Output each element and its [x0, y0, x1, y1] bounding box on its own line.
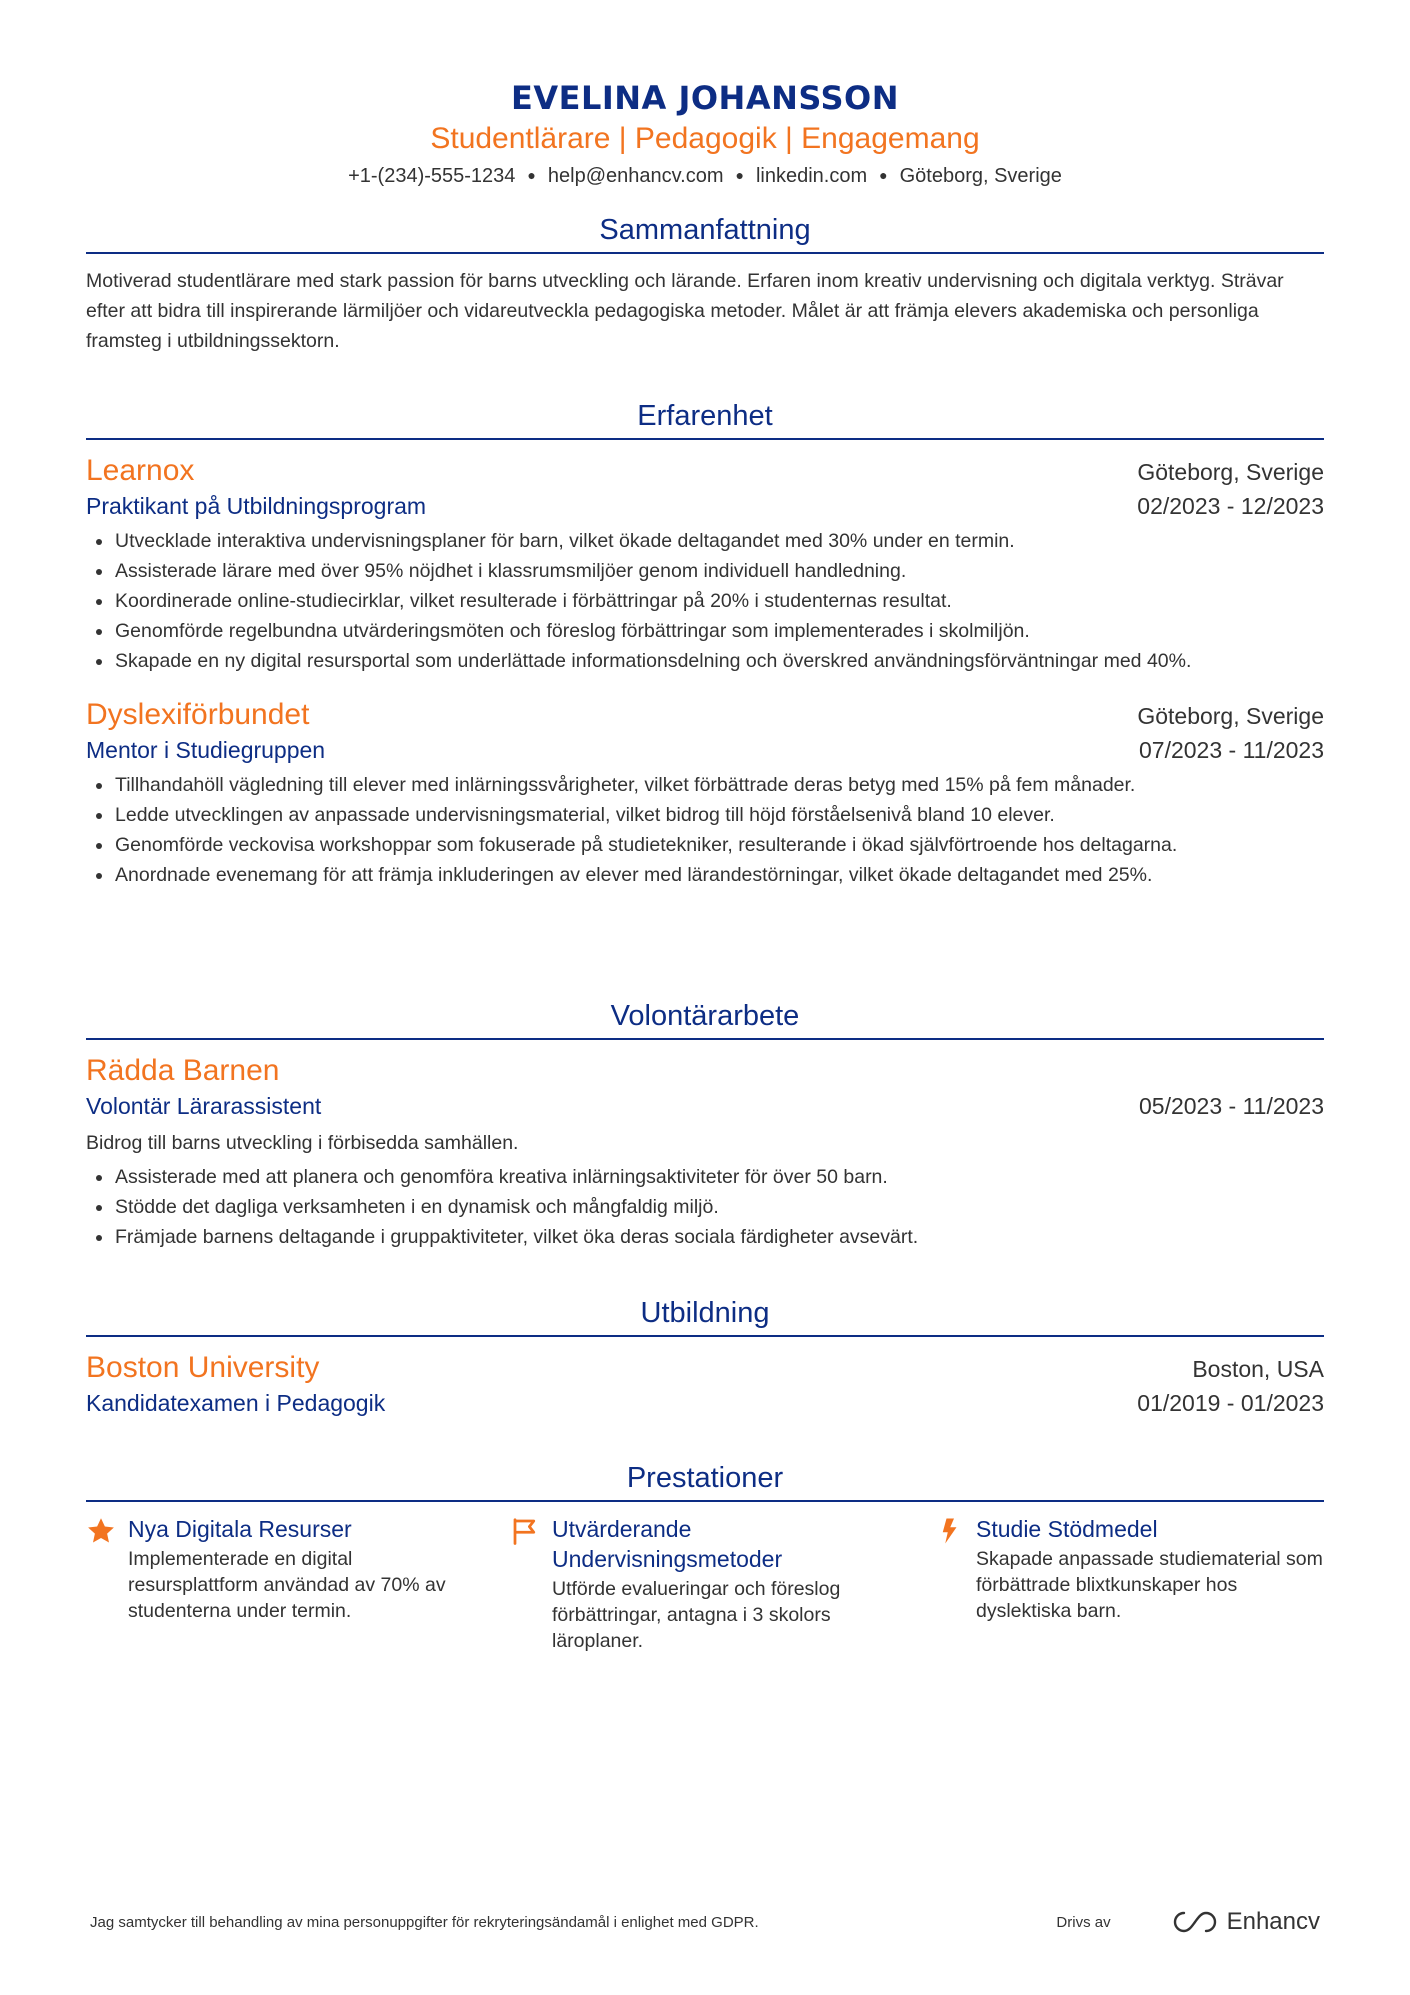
school-location: Boston, USA — [1192, 1356, 1324, 1382]
list-item: Tillhandahöll vägledning till elever med inlärningssvårigheter, vilket förbättrade deras betyg med 15% på fem månader. — [86, 770, 1324, 800]
star-icon — [86, 1516, 116, 1546]
list-item: Anordnade evenemang för att främja inkluderingen av elever med lärandestörningar, vilket ökade deltagandet med 25%. — [86, 860, 1324, 890]
company-name: Dyslexiförbundet — [86, 698, 310, 731]
contact-phone: +1-(234)-555-1234 — [348, 165, 516, 187]
job-location: Göteborg, Sverige — [1137, 703, 1324, 729]
education-section — [86, 1295, 1324, 1439]
volunteer-role: Volontär Lärarassistent — [86, 1093, 322, 1119]
flag-icon — [510, 1516, 540, 1546]
contact-email: help@enhancv.com — [547, 165, 724, 187]
list-item: Assisterade lärare med över 95% nöjdhet i klassrumsmiljöer genom individuell handledning. — [86, 556, 1324, 586]
bullet-separator-icon: ● — [735, 166, 744, 183]
achievement-title: Studie Stödmedel — [976, 1516, 1158, 1542]
achievement-list — [86, 526, 1324, 676]
enhancv-logo[interactable] — [1171, 1908, 1320, 1936]
volunteer-description: Bidrog till barns utveckling i förbisedda samhällen. — [86, 1132, 519, 1154]
page-footer — [90, 1908, 1320, 1936]
achievement-list — [86, 1162, 1324, 1252]
volunteer-entry — [86, 1052, 1324, 1252]
enhancv-logo-icon — [1171, 1909, 1219, 1935]
achievement-text: Skapade anpassade studiematerial som förbättrade blixtkunskaper hos dyslektiska barn. — [976, 1548, 1323, 1622]
brand-name: Enhancv — [1226, 1908, 1320, 1935]
job-title: Mentor i Studiegruppen — [86, 737, 326, 763]
experience-section — [86, 398, 1324, 910]
achievement-text: Implementerade en digital resursplattform användad av 70% av studenterna under termin. — [128, 1548, 446, 1622]
achievement-item — [86, 1514, 476, 1654]
volunteer-dates: 05/2023 - 11/2023 — [1138, 1093, 1324, 1119]
volunteer-section — [86, 998, 1324, 1272]
experience-entry — [86, 452, 1324, 676]
education-dates: 01/2019 - 01/2023 — [1137, 1390, 1324, 1416]
candidate-headline: Studentlärare | Pedagogik | Engagemang — [430, 122, 980, 155]
list-item: Främjade barnens deltagande i gruppaktiviteter, vilket öka deras sociala färdigheter avsevärt. — [86, 1222, 1324, 1252]
bullet-separator-icon: ● — [527, 166, 536, 183]
achievement-text: Utförde evalueringar och föreslog förbättringar, antagna i 3 skolors läroplaner. — [552, 1578, 841, 1652]
organization-name: Rädda Barnen — [86, 1054, 280, 1087]
degree-title: Kandidatexamen i Pedagogik — [86, 1390, 386, 1416]
contact-location: Göteborg, Sverige — [899, 165, 1062, 187]
achievement-title: Utvärderande Undervisningsmetoder — [552, 1516, 783, 1572]
school-name: Boston University — [86, 1351, 320, 1384]
list-item: Ledde utvecklingen av anpassade undervisningsmaterial, vilket bidrog till höjd förståelsenivå bland 10 elever. — [86, 800, 1324, 830]
contact-linkedin: linkedin.com — [755, 165, 868, 187]
job-dates: 07/2023 - 11/2023 — [1138, 737, 1324, 763]
achievement-list — [86, 770, 1324, 890]
list-item: Genomförde veckovisa workshoppar som fokuserade på studietekniker, resulterande i ökad självförtroende hos deltagarna. — [86, 830, 1324, 860]
resume-header — [86, 0, 1324, 190]
section-title-summary: Sammanfattning — [86, 212, 1324, 254]
job-dates: 02/2023 - 12/2023 — [1137, 493, 1324, 519]
list-item: Skapade en ny digital resursportal som underlättade informationsdelning och överskred användningsförväntningar med 40%. — [86, 646, 1324, 676]
job-title: Praktikant på Utbildningsprogram — [86, 493, 427, 519]
list-item: Assisterade med att planera och genomföra kreativa inlärningsaktiviteter för över 50 barn. — [86, 1162, 1324, 1192]
powered-by-label: Drivs av — [1056, 1913, 1111, 1931]
section-title-experience: Erfarenhet — [86, 398, 1324, 440]
summary-text: Motiverad studentlärare med stark passion för barns utveckling och lärande. Erfaren inom kreativ undervisning och digitala verktyg. Strävar efter att bidra till inspirerande lärmiljöer och vidareutveckla pedagogiska metoder. Målet är att främja elevers akademiska och personliga framsteg i utbildningssektorn. — [86, 270, 1284, 352]
section-title-education: Utbildning — [86, 1295, 1324, 1337]
gdpr-consent-text: Jag samtycker till behandling av mina personuppgifter för rekryteringsändamål i enlighet med GDPR. — [90, 1913, 759, 1931]
list-item: Koordinerade online-studiecirklar, vilket resulterade i förbättringar på 20% i studenternas resultat. — [86, 586, 1324, 616]
list-item: Genomförde regelbundna utvärderingsmöten och föreslog förbättringar som implementerades i skolmiljön. — [86, 616, 1324, 646]
section-title-achievements: Prestationer — [86, 1460, 1324, 1502]
bolt-icon — [934, 1516, 964, 1546]
experience-entry — [86, 696, 1324, 890]
achievements-section — [86, 1460, 1324, 1654]
summary-section — [86, 212, 1324, 356]
education-entry — [86, 1349, 1324, 1419]
company-name: Learnox — [86, 454, 195, 487]
contact-info — [86, 163, 1324, 190]
bullet-separator-icon: ● — [879, 166, 888, 183]
achievement-item — [510, 1514, 900, 1654]
list-item: Stödde det dagliga verksamheten i en dynamisk och mångfaldig miljö. — [86, 1192, 1324, 1222]
list-item: Utvecklade interaktiva undervisningsplaner för barn, vilket ökade deltagandet med 30% under en termin. — [86, 526, 1324, 556]
achievement-title: Nya Digitala Resurser — [128, 1516, 352, 1542]
section-title-volunteer: Volontärarbete — [86, 998, 1324, 1040]
job-location: Göteborg, Sverige — [1137, 459, 1324, 485]
achievement-item — [934, 1514, 1324, 1654]
candidate-name: EVELINA JOHANSSON — [510, 79, 900, 117]
